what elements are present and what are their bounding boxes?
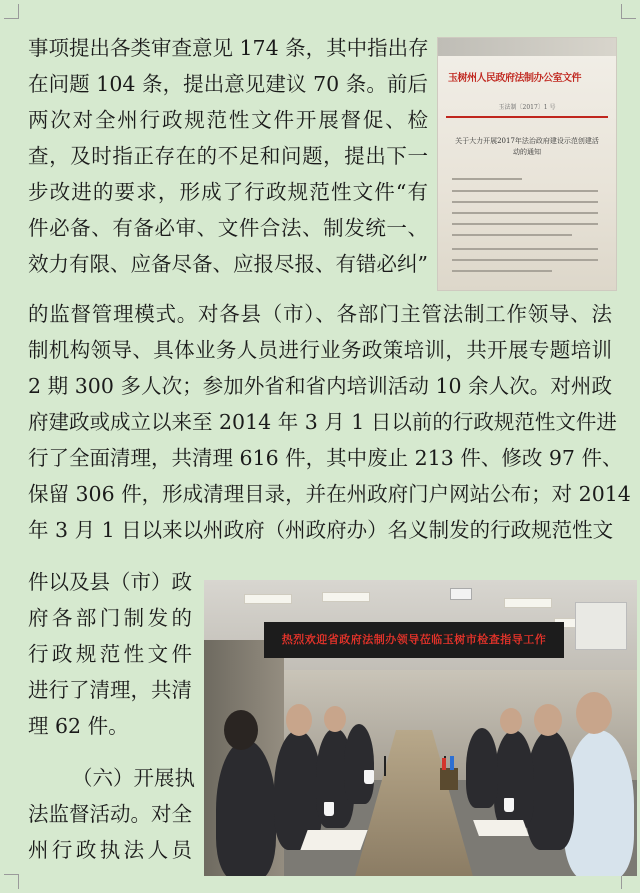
meeting-photo xyxy=(204,580,637,876)
notice-subject: 关于大力开展2017年法治政府建设示范创建活动的通知 xyxy=(455,137,599,156)
body-text-line: 2 期 300 多人次；参加外省和省内培训活动 10 余人次。对州政 xyxy=(28,374,612,398)
body-text-line: 查，及时指正存在的不足和问题，提出下一 xyxy=(28,144,428,168)
body-text-line: 两次对全州行政规范性文件开展督促、检 xyxy=(28,108,428,132)
body-text-line: 件以及县（市）政 xyxy=(28,570,192,594)
notice-title: 玉树州人民政府法制办公室文件 xyxy=(448,73,581,84)
body-text-line: 行了全面清理，共清理 616 件，其中废止 213 件、修改 97 件、 xyxy=(28,446,623,470)
page-corner-mark xyxy=(4,874,19,889)
meeting-banner: 热烈欢迎省政府法制办领导莅临玉树市检查指导工作 xyxy=(264,622,564,658)
page-corner-mark xyxy=(621,874,636,889)
notice-document-photo xyxy=(438,38,616,290)
page-corner-mark xyxy=(4,4,19,19)
body-text-line: 理 62 件。 xyxy=(28,714,129,738)
body-text-line: 制机构领导、具体业务人员进行业务政策培训，共开展专题培训 xyxy=(28,338,612,362)
body-text-line: 法监督活动。对全 xyxy=(28,802,192,826)
body-text-line: 行政规范性文件 xyxy=(28,642,192,666)
body-text-line: 事项提出各类审查意见 174 条，其中指出存 xyxy=(28,36,429,60)
body-text-line: 进行了清理，共清 xyxy=(28,678,192,702)
notice-number: 玉法制〔2017〕1 号 xyxy=(498,104,556,111)
body-text-line: 州行政执法人员 xyxy=(28,838,192,862)
body-text-line: 步改进的要求，形成了行政规范性文件“有 xyxy=(28,180,428,204)
body-text-line: 的监督管理模式。对各县（市）、各部门主管法制工作领导、法 xyxy=(28,302,612,326)
body-text-line: 府各部门制发的 xyxy=(28,606,192,630)
section-heading: （六）开展执 xyxy=(72,766,195,790)
body-text-line: 年 3 月 1 日以来以州政府（州政府办）名义制发的行政规范性文 xyxy=(28,518,614,542)
page-corner-mark xyxy=(621,4,636,19)
body-text-line: 府建政或成立以来至 2014 年 3 月 1 日以前的行政规范性文件进 xyxy=(28,410,617,434)
body-text-line: 在问题 104 条，提出意见建议 70 条。前后 xyxy=(28,72,428,96)
body-text-line: 保留 306 件，形成清理目录，并在州政府门户网站公布；对 2014 xyxy=(28,482,631,506)
body-text-line: 效力有限、应备尽备、应报尽报、有错必纠” xyxy=(28,252,428,276)
body-text-line: 件必备、有备必审、文件合法、制发统一、 xyxy=(28,216,428,240)
